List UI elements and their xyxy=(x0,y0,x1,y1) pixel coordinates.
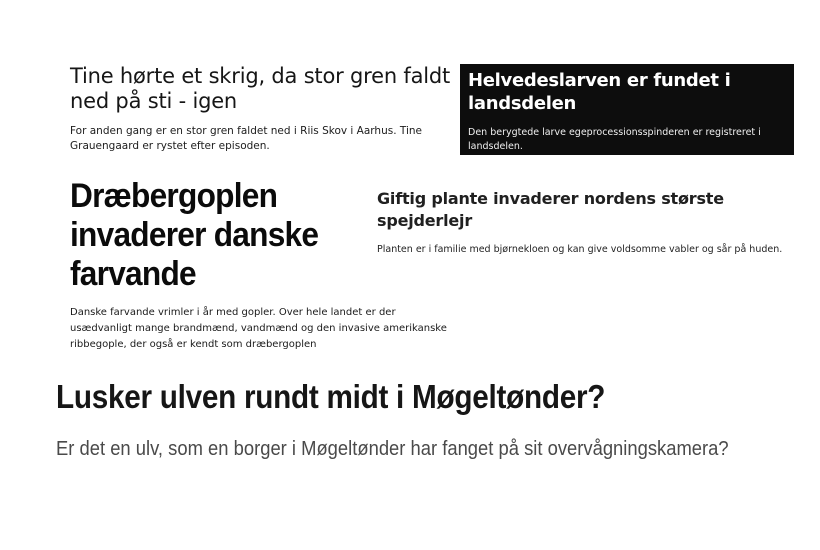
news-clipping-tine xyxy=(70,64,455,154)
teaser-text: Planten er i familie med bjørnekloen og kan give voldsomme vabler og sår på huden. xyxy=(377,244,783,255)
teaser-text: For anden gang er en stor gren faldet ned i Riis Skov i Aarhus. Tine Grauengaard er rystet efter episoden. xyxy=(70,125,423,152)
news-clipping-giftig-plante xyxy=(377,188,787,257)
teaser-text: Danske farvande vrimler i år med gopler. Over hele landet er der usædvanligt mange brandmænd, vandmænd og den invasive amerikanske ribbegople, der også er kendt som dræbergoplen xyxy=(70,307,447,350)
headline[interactable]: Lusker ulven rundt midt i Møgeltønder? xyxy=(56,378,606,415)
headline[interactable]: Giftig plante invaderer nordens største spejderlejr xyxy=(377,189,724,230)
news-clipping-ulven xyxy=(56,376,816,462)
teaser-text: Er det en ulv, som en borger i Møgeltønder har fanget på sit overvågningskamera? xyxy=(56,438,729,460)
headline[interactable]: Tine hørte et skrig, da stor gren faldt ned på sti - igen xyxy=(70,64,451,113)
headline[interactable]: Helvedeslarven er fundet i landsdelen xyxy=(468,70,731,114)
headline[interactable]: Dræbergoplen invaderer danske farvande xyxy=(70,177,319,293)
teaser-text: Den berygtede larve egeprocessionsspinderen er registreret i landsdelen. xyxy=(468,127,761,152)
news-clipping-helvedeslarven xyxy=(460,64,794,155)
